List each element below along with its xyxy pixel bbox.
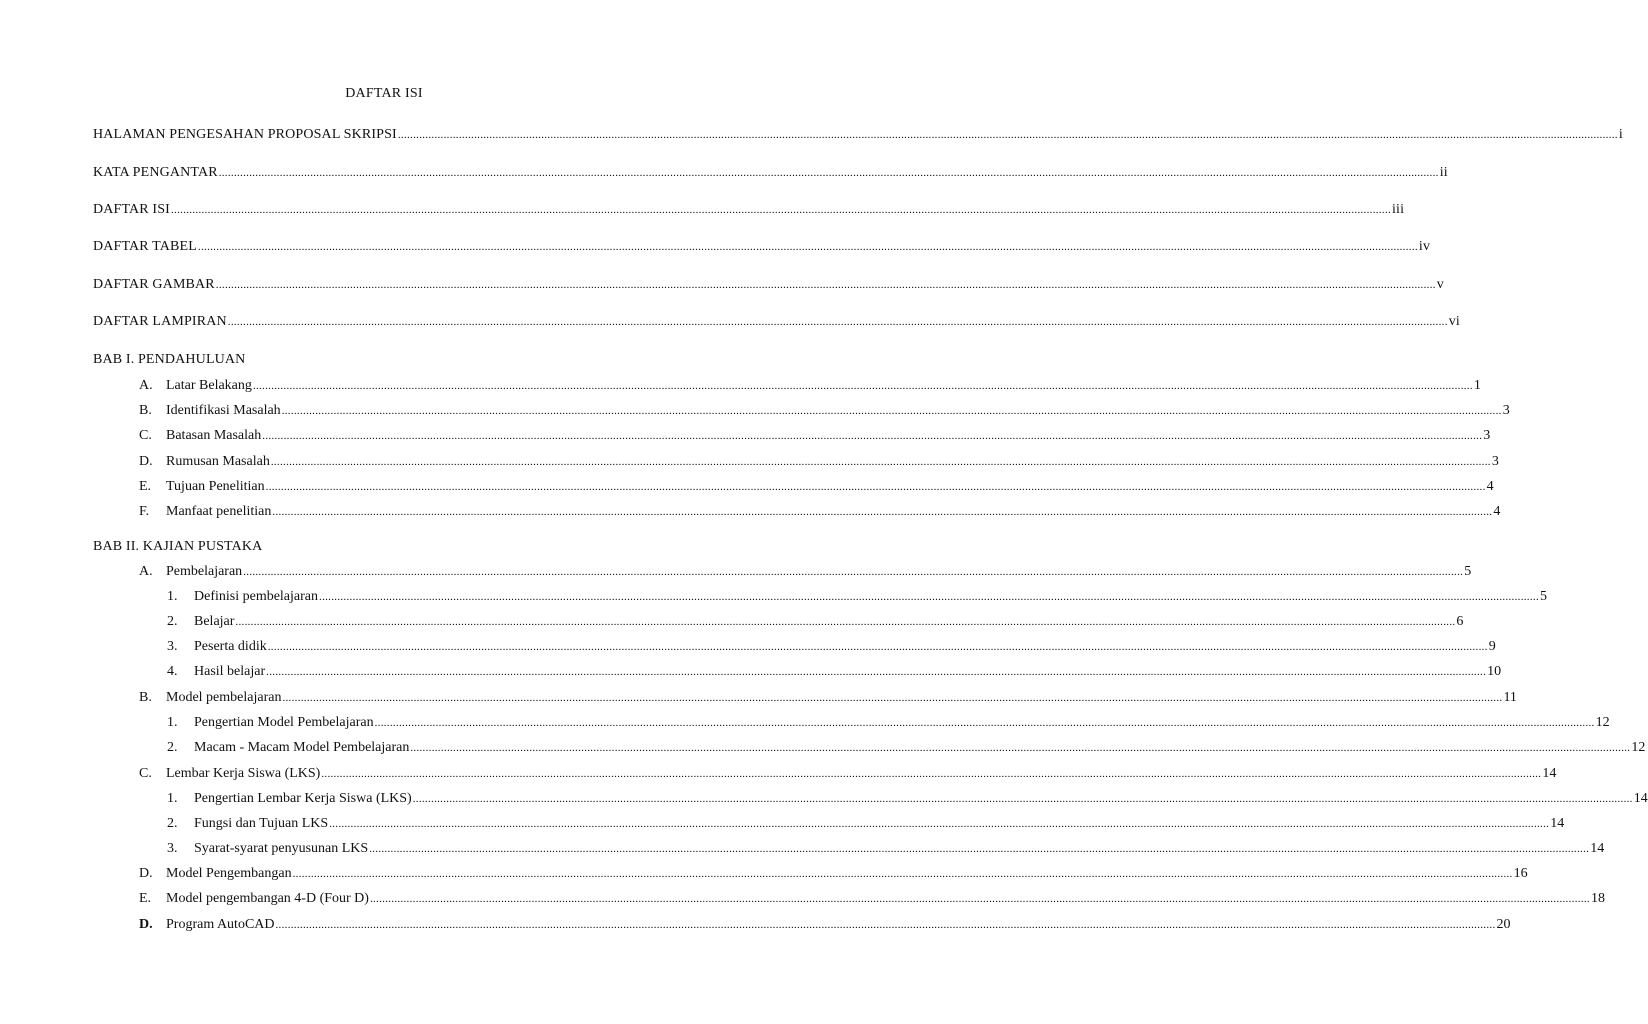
toc-entry-section[interactable] — [139, 503, 1501, 521]
toc-entry-marker: C. — [139, 766, 152, 781]
dot-leader: ................................................................................................................................................................................................................................................................................................................................................................................................................ — [267, 641, 1488, 653]
dot-leader: ................................................................................................................................................................................................................................................................................................................................................................................................................ — [282, 692, 1503, 704]
dot-leader: ................................................................................................................................................................................................................................................................................................................................................................................................................ — [243, 566, 1464, 578]
toc-entry-section[interactable] — [139, 402, 1510, 420]
toc-entry-label: DAFTAR GAMBAR — [93, 277, 215, 292]
dot-leader: ................................................................................................................................................................................................................................................................................................................................................................................................................ — [412, 793, 1633, 805]
toc-entry-subsection[interactable] — [167, 739, 1646, 757]
toc-entry-page-number: 5 — [1464, 564, 1472, 579]
dot-leader: ................................................................................................................................................................................................................................................................................................................................................................................................................ — [410, 742, 1631, 754]
dot-leader: ................................................................................................................................................................................................................................................................................................................................................................................................................ — [218, 167, 1439, 179]
toc-entry-page-number: 5 — [1540, 589, 1548, 604]
toc-entry-page-number: vi — [1448, 314, 1460, 329]
dot-leader: ................................................................................................................................................................................................................................................................................................................................................................................................................ — [281, 405, 1502, 417]
toc-entry-label: Hasil belajar — [194, 664, 266, 679]
dot-leader: ................................................................................................................................................................................................................................................................................................................................................................................................................ — [252, 380, 1473, 392]
toc-entry-marker: 2. — [167, 816, 178, 831]
toc-entry-label: Definisi pembelajaran — [194, 589, 319, 604]
dot-leader: ................................................................................................................................................................................................................................................................................................................................................................................................................ — [397, 129, 1618, 141]
toc-entry-section[interactable] — [139, 478, 1494, 496]
toc-entry-subsection[interactable] — [167, 790, 1648, 808]
toc-entry-marker: D. — [139, 866, 153, 881]
toc-entry-label: Pengertian Lembar Kerja Siswa (LKS) — [194, 791, 412, 806]
toc-entry-page-number: iii — [1392, 202, 1405, 217]
toc-entry-marker: 3. — [167, 639, 178, 654]
toc-entry-marker: 1. — [167, 715, 178, 730]
toc-entry-marker: D. — [139, 454, 153, 469]
toc-entry-front-matter[interactable] — [93, 313, 1460, 331]
toc-entry-label: Fungsi dan Tujuan LKS — [194, 816, 329, 831]
chapter-heading[interactable]: BAB I. PENDAHULUAN — [93, 352, 246, 367]
dot-leader: ................................................................................................................................................................................................................................................................................................................................................................................................................ — [235, 616, 1456, 628]
toc-entry-page-number: 16 — [1513, 866, 1528, 881]
toc-entry-subsection[interactable] — [167, 840, 1605, 858]
toc-entry-page-number: 14 — [1542, 766, 1557, 781]
toc-entry-label: Peserta didik — [194, 639, 267, 654]
toc-entry-subsection[interactable] — [167, 638, 1496, 656]
toc-entry-subsection[interactable] — [167, 714, 1610, 732]
dot-leader: ................................................................................................................................................................................................................................................................................................................................................................................................................ — [369, 843, 1590, 855]
toc-entry-page-number: 4 — [1486, 479, 1494, 494]
toc-entry-subsection[interactable] — [167, 663, 1502, 681]
toc-entry-section[interactable] — [139, 916, 1511, 934]
toc-entry-label: Rumusan Masalah — [166, 454, 270, 469]
toc-entry-marker: D. — [139, 917, 153, 932]
toc-entry-label: KATA PENGANTAR — [93, 165, 218, 180]
toc-entry-subsection[interactable] — [167, 613, 1464, 631]
dot-leader: ................................................................................................................................................................................................................................................................................................................................................................................................................ — [292, 868, 1513, 880]
toc-entry-subsection[interactable] — [167, 815, 1565, 833]
toc-entry-page-number: 10 — [1487, 664, 1502, 679]
toc-entry-section[interactable] — [139, 865, 1528, 883]
chapter-heading[interactable]: BAB II. KAJIAN PUSTAKA — [93, 539, 263, 554]
dot-leader: ................................................................................................................................................................................................................................................................................................................................................................................................................ — [262, 430, 1483, 442]
toc-entry-label: Pengertian Model Pembelajaran — [194, 715, 374, 730]
toc-entry-marker: B. — [139, 690, 152, 705]
toc-entry-page-number: 18 — [1590, 891, 1605, 906]
dot-leader: ................................................................................................................................................................................................................................................................................................................................................................................................................ — [374, 717, 1595, 729]
toc-entry-marker: B. — [139, 403, 152, 418]
toc-entry-section[interactable] — [139, 765, 1557, 783]
toc-entry-page-number: 11 — [1503, 690, 1517, 705]
toc-entry-section[interactable] — [139, 563, 1472, 581]
toc-entry-label: Macam - Macam Model Pembelajaran — [194, 740, 410, 755]
toc-entry-label: Syarat-syarat penyusunan LKS — [194, 841, 369, 856]
dot-leader: ................................................................................................................................................................................................................................................................................................................................................................................................................ — [275, 919, 1496, 931]
toc-entry-label: Model pembelajaran — [166, 690, 282, 705]
toc-entry-label: Tujuan Penelitian — [166, 479, 265, 494]
toc-entry-page-number: 9 — [1488, 639, 1496, 654]
toc-entry-page-number: ii — [1439, 165, 1448, 180]
dot-leader: ................................................................................................................................................................................................................................................................................................................................................................................................................ — [197, 241, 1418, 253]
dot-leader: ................................................................................................................................................................................................................................................................................................................................................................................................................ — [369, 893, 1590, 905]
toc-entry-marker: 4. — [167, 664, 178, 679]
toc-entry-page-number: 14 — [1633, 791, 1648, 806]
toc-entry-label: Identifikasi Masalah — [166, 403, 281, 418]
dot-leader: ................................................................................................................................................................................................................................................................................................................................................................................................................ — [266, 666, 1487, 678]
toc-entry-page-number: 12 — [1631, 740, 1646, 755]
toc-entry-label: DAFTAR LAMPIRAN — [93, 314, 227, 329]
toc-entry-marker: 1. — [167, 791, 178, 806]
toc-entry-page-number: 14 — [1590, 841, 1605, 856]
toc-entry-front-matter[interactable] — [93, 238, 1431, 256]
toc-entry-label: Model pengembangan 4-D (Four D) — [166, 891, 369, 906]
toc-entry-marker: C. — [139, 428, 152, 443]
dot-leader: ................................................................................................................................................................................................................................................................................................................................................................................................................ — [171, 204, 1391, 216]
toc-entry-front-matter[interactable] — [93, 164, 1448, 182]
toc-entry-page-number: 20 — [1496, 917, 1511, 932]
toc-entry-label: Model Pengembangan — [166, 866, 292, 881]
toc-entry-page-number: i — [1618, 127, 1623, 142]
toc-entry-marker: E. — [139, 479, 152, 494]
toc-entry-section[interactable] — [139, 453, 1499, 471]
toc-entry-page-number: iv — [1418, 239, 1431, 254]
toc-entry-page-number: 6 — [1456, 614, 1464, 629]
toc-entry-page-number: 3 — [1483, 428, 1491, 443]
toc-entry-page-number: 12 — [1595, 715, 1610, 730]
toc-entry-label: DAFTAR ISI — [93, 202, 170, 217]
toc-entry-label: Belajar — [194, 614, 235, 629]
toc-entry-front-matter[interactable] — [93, 201, 1405, 219]
dot-leader: ................................................................................................................................................................................................................................................................................................................................................................................................................ — [227, 316, 1448, 328]
toc-entry-label: Batasan Masalah — [166, 428, 262, 443]
toc-entry-page-number: 3 — [1491, 454, 1499, 469]
toc-entry-label: Program AutoCAD — [166, 917, 275, 932]
dot-leader: ................................................................................................................................................................................................................................................................................................................................................................................................................ — [329, 818, 1550, 830]
dot-leader: ................................................................................................................................................................................................................................................................................................................................................................................................................ — [321, 768, 1542, 780]
toc-entry-front-matter[interactable] — [93, 276, 1444, 294]
toc-entry-marker: 2. — [167, 740, 178, 755]
toc-entry-marker: E. — [139, 891, 152, 906]
dot-leader: ................................................................................................................................................................................................................................................................................................................................................................................................................ — [270, 456, 1491, 468]
toc-entry-label: Latar Belakang — [166, 378, 252, 393]
toc-entry-marker: F. — [139, 504, 150, 519]
toc-entry-page-number: 4 — [1493, 504, 1501, 519]
toc-entry-subsection[interactable] — [167, 588, 1548, 606]
toc-entry-section[interactable] — [139, 689, 1517, 707]
toc-entry-marker: 3. — [167, 841, 178, 856]
toc-entry-page-number: 3 — [1502, 403, 1510, 418]
toc-entry-page-number: v — [1436, 277, 1444, 292]
toc-entry-marker: 2. — [167, 614, 178, 629]
toc-entry-page-number: 1 — [1473, 378, 1481, 393]
toc-entry-section[interactable] — [139, 427, 1491, 445]
toc-entry-label: HALAMAN PENGESAHAN PROPOSAL SKRIPSI — [93, 127, 397, 142]
toc-entry-marker: A. — [139, 378, 153, 393]
toc-entry-label: DAFTAR TABEL — [93, 239, 197, 254]
toc-entry-section[interactable] — [139, 377, 1481, 395]
toc-entry-label: Manfaat penelitian — [166, 504, 272, 519]
dot-leader: ................................................................................................................................................................................................................................................................................................................................................................................................................ — [215, 279, 1436, 291]
toc-entry-marker: A. — [139, 564, 153, 579]
toc-entry-page-number: 14 — [1550, 816, 1565, 831]
dot-leader: ................................................................................................................................................................................................................................................................................................................................................................................................................ — [272, 506, 1493, 518]
dot-leader: ................................................................................................................................................................................................................................................................................................................................................................................................................ — [265, 481, 1486, 493]
toc-entry-label: Lembar Kerja Siswa (LKS) — [166, 766, 321, 781]
toc-entry-label: Pembelajaran — [166, 564, 243, 579]
toc-entry-front-matter[interactable] — [93, 126, 1623, 144]
dot-leader: ................................................................................................................................................................................................................................................................................................................................................................................................................ — [319, 591, 1540, 603]
toc-entry-marker: 1. — [167, 589, 178, 604]
toc-entry-section[interactable] — [139, 890, 1605, 908]
page-title: DAFTAR ISI — [345, 86, 423, 101]
